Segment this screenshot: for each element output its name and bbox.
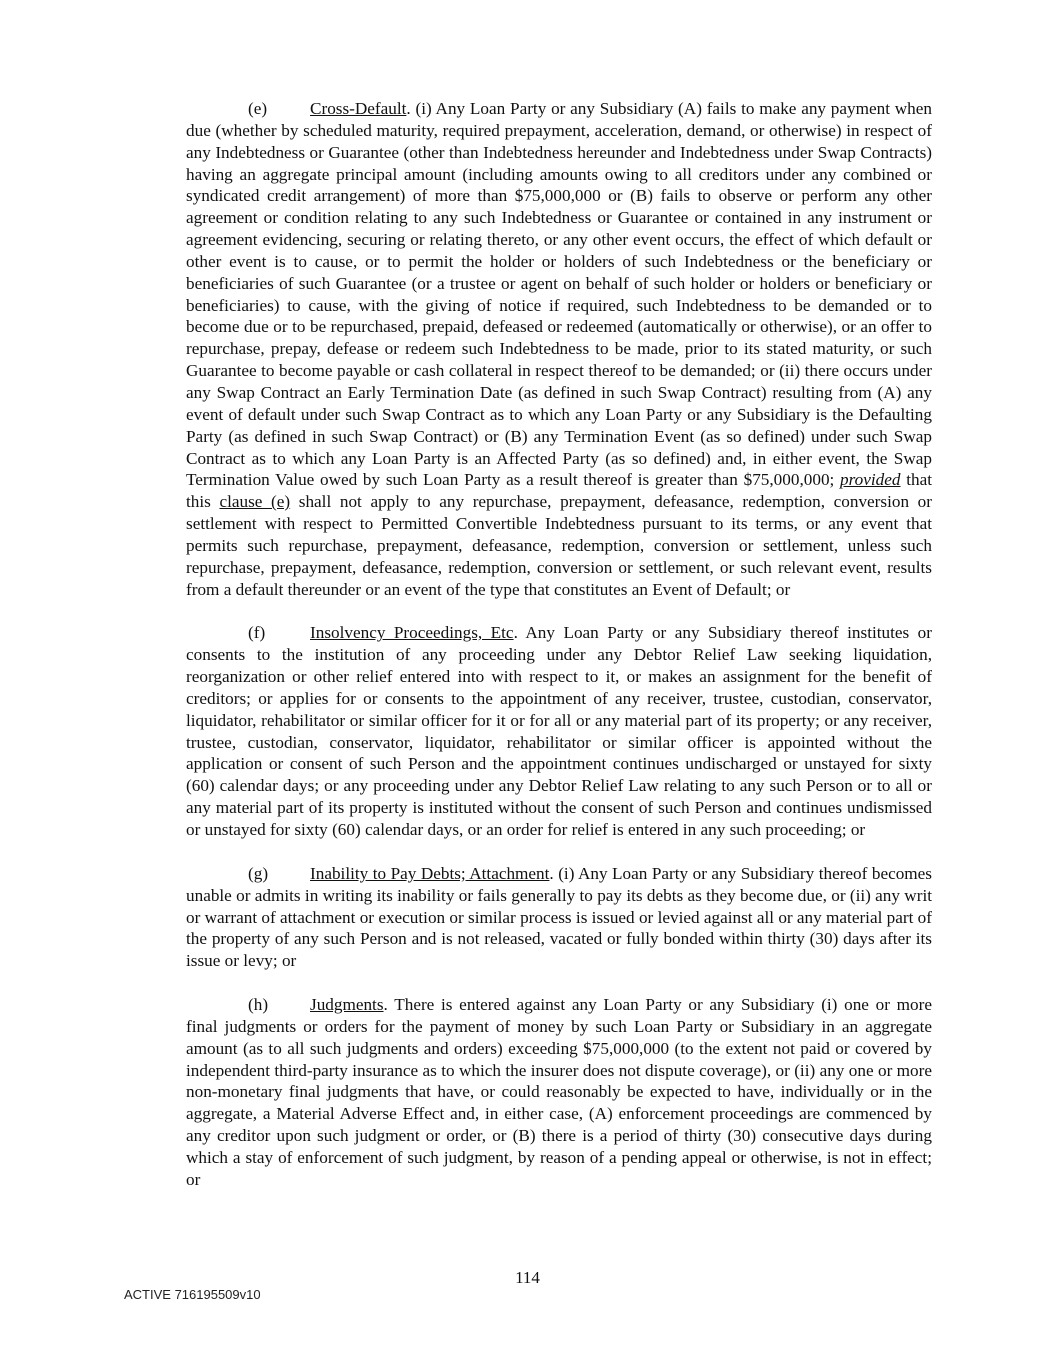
section-heading: Inability to Pay Debts; Attachment bbox=[310, 863, 550, 883]
section-g bbox=[186, 863, 932, 972]
section-f bbox=[186, 622, 932, 840]
section-text: shall not apply to any repurchase, prepayment, defeasance, redemption, conversion or settlement with respect to Permitted Convertible Indebtedness pursuant to its terms, or any event that permits such repurchase, prepayment, defeasance, redemption, conversion or settlement, unless such repurchase, prepayment, defeasance, redemption, conversion or settlement, or such relevant event, results from a default thereunder or an event of the type that constitutes an Event of Default; or bbox=[186, 492, 932, 599]
section-number: (h) bbox=[248, 995, 269, 1015]
section-h bbox=[186, 994, 932, 1191]
section-e bbox=[186, 98, 932, 600]
section-text: that this bbox=[186, 470, 932, 512]
section-number: (e) bbox=[248, 99, 268, 118]
section-heading: Judgments bbox=[310, 995, 384, 1015]
section-number: (f) bbox=[248, 623, 266, 643]
section-text: . (i) Any Loan Party or any Subsidiary thereof becomes unable or admits in writing its inability or fails generally to pay its debts as they become due, or (ii) any writ or warrant of attachment or execution or similar process is issued or levied against all or any material part of the property of any such Person and is not released, vacated or fully bonded within thirty (30) days after its issue or levy; or bbox=[186, 863, 932, 971]
section-text: . Any Loan Party or any Subsidiary thereof institutes or consents to the institution of any proceeding under any Debtor Relief Law seeking liquidation, reorganization or other relief entered into with respect to it, or makes an assignment for the benefit of creditors; or applies for or consents to the appointment of any receiver, trustee, custodian, conservator, liquidator, rehabilitator or similar officer for it or for all or any material part of its property; or any receiver, trustee, custodian, conservator, liquidator, rehabilitator or similar officer is appointed without the application or consent of such Person and the appointment continues undischarged or unstayed for sixty (60) calendar days; or any proceeding under any Debtor Relief Law relating to any such Person or to all or any material part of its property is instituted without the consent of such Person and continues undismissed or unstayed for sixty (60) calendar days, or an order for relief is entered in any such proceeding; or bbox=[186, 623, 932, 839]
clause-reference: clause (e) bbox=[219, 492, 291, 512]
document-body bbox=[186, 98, 932, 1213]
section-heading: Cross-Default bbox=[310, 99, 407, 118]
section-heading: Insolvency Proceedings, Etc bbox=[310, 623, 514, 643]
provided-term: provided bbox=[840, 470, 901, 490]
document-id: ACTIVE 716195509v10 bbox=[124, 1287, 261, 1302]
section-number: (g) bbox=[248, 863, 269, 883]
section-text: . (i) Any Loan Party or any Subsidiary (A) fails to make any payment when due (whether by scheduled maturity, required prepayment, acceleration, demand, or otherwise) in respect of any Indebtedness or Guarantee (other than Indebtedness hereunder and Indebtedness under Swap Contracts) having an aggregate principal amount (including amounts owing to all creditors under any combined or syndicated credit arrangement) of more than $75,000,000 or (B) fails to observe or perform any other agreement or condition relating to any such Indebtedness or Guarantee or contained in any instrument or agreement evidencing, securing or relating thereto, or any other event occurs, the effect of which default or other event is to cause, or to permit the holder or holders of such Indebtedness or the beneficiary or beneficiaries of such Guarantee (or a trustee or agent on behalf of such holder or holders or beneficiary or beneficiaries) to cause, with the giving of notice if required, such Indebtedness to be demanded or to become due or to be repurchased, prepaid, defeased or redeemed (automatically or otherwise), or an offer to repurchase, prepay, defease or redeem such Indebtedness to be made, prior to its stated maturity, or such Guarantee to become payable or cash collateral in respect thereof to be demanded; or (ii) there occurs under any Swap Contract an Early Termination Date (as defined in such Swap Contract) resulting from (A) any event of default under such Swap Contract as to which any Loan Party or any Subsidiary is the Defaulting Party (as defined in such Swap Contract) or (B) any Termination Event (as so defined) under such Swap Contract as to which any Loan Party is an Affected Party (as so defined) and, in either event, the Swap Termination Value owed by such Loan Party as a result thereof is greater than $75,000,000; bbox=[186, 99, 932, 490]
page-number: 114 bbox=[515, 1268, 540, 1287]
section-text: . There is entered against any Loan Party or any Subsidiary (i) one or more final judgments or orders for the payment of money by such Loan Party or Subsidiary in an aggregate amount (as to all such judgments and orders) exceeding $75,000,000 (to the extent not paid or covered by independent third-party insurance as to which the insurer does not dispute coverage), or (ii) any one or more non-monetary final judgments that have, or could reasonably be expected to have, individually or in the aggregate, a Material Adverse Effect and, in either case, (A) enforcement proceedings are commenced by any creditor upon such judgment or order, or (B) there is a period of thirty (30) consecutive days during which a stay of enforcement of such judgment, by reason of a pending appeal or otherwise, is not in effect; or bbox=[186, 995, 932, 1189]
